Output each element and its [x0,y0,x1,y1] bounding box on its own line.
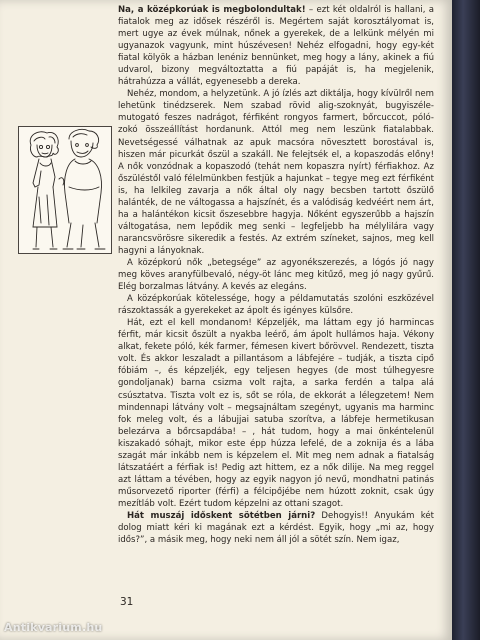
page-number: 31 [120,596,134,608]
paragraph-5-text: Hát, ezt el kell mondanom! Képzeljék, ma láttam egy jó harmincas férfit, már kicsit őszült a nyakba leérő, ám ápolt hullámos haja. Vékony alkat, fekete póló, kék farmer, fémesen kivert bőrövvel. Rendezett, tiszta volt. És akkor leszaladt a pillantásom a lábfejére – tudják, a tiszta cipő fóbiám –, és képzeljék, egy teljesen hegyes (de most túlhegyesre gondoljanak) barna csizma volt rajta, a sarka ferdén a talpa alá csúsztatva. Tiszta volt ez is, sőt se róla, de ekkorát a lélegzetem! Nem mindennapi látvány volt – megsajnáltam szegényt, ugyanis ma harminc fok meleg volt, és a lábujjai satuba szorítva, a lábfeje hermetikusan belezárva a bőrcsapdába! – , hát tudom, hogy a mai önkéntelenül kiszakadó sóhajt, mikor este épp húzza lefelé, de a zoknija és a lába szagát már inkább nem is képzelem el. Mit meg nem adnak a fiatalság látszatáért a férfiak is! Pedig azt hittem, ez a nők dilije. Na meg reggel azt láttam a tévében, hogy az egyik nagyon jó nevű, mondhatni patinás műsorvezető riporter (férfi) a félcipőjébe nem húzott zoknit, csak úgy mezítláb volt. Ezért tudom képzelni az ottani szagot. [118,318,434,509]
paragraph-3-text: A középkorú nők „betegsége” az agyonékszerezés, a lógós jó nagy meg köves aranyfülbevaló, négy-öt lánc meg kitűző, meg jó nagy gyűrű. Elég borzalmas látvány. A kevés az elegáns. [118,257,434,293]
body-text [118,4,434,546]
paragraph-6-text: Dehogyis!! Anyukám két dolog miatt kéri ki magának ezt a kérdést. Egyik, hogy „mi az, hogy idős?”, a másik meg, hogy neki nem áll jól a sötét szín. Nem igaz, [118,510,434,546]
paragraph-4-text: A középkorúak kötelessége, hogy a példamutatás szolóni eszközével rászoktassák a gyerekeket az ápolt és igényes külsőre. [118,294,434,317]
paragraph-1 [118,4,434,88]
paragraph-2-text: Nehéz, mondom, a helyzetünk. A jó ízlés azt diktálja, hogy kívülről nem lehetünk tinédzserek. Nem szabad rövid alig-szoknyát, bugyiszéle-mutogató feszes nadrágot, férfiként rongyos farmert, bőrcuccot, póló-zokó összeállítást hordanunk. Attól meg nem leszünk fiatalabbak. Nevetségessé válhatnak az apuk macsóra növesztett borostával is, hiszen már picurkát őszül a szakáll. Ne felejtsék el, a kopaszodás előny! A nők vonzódnak a kopaszodó (tehát nem kopaszra nyírt) férfiakhoz. Az őszüléstől való félelmünkben festjük a hajunkat – tegye meg ezt férfiként is, ha lelkileg zavarja a nők által oly nagy becsben tartott őszülő halánték, de ne váltogassa a hajszínét, és a valódiság kedvéért nem árt, ha a halántékon kicsit őszesebbre hagyja. Nőként egyszerűbb a hajszín váltogatása, nem lepődik meg senki – legfeljebb ha mélylilára vagy narancsvörösre sikeredik a festés. Az extrém színeket, sajnos, meg kell hagyni a lányoknak. [118,89,434,256]
bold-lead-6: Hát muszáj időskent sötétben járni? [127,510,316,521]
paragraph-3 [118,257,434,293]
paragraph-1-text: – ezt két oldalról is hallani, a fiatalok meg az idősek részéről is. Megértem saját korosztályomat is, mert ugye az évek múlnak, nőnek a gyerekek, de a lelkünk mélyén mi ugyanazok vagyunk, mint húszévesen! Nehéz elfogadni, hogy egy-két fiatal kölyök a házban lenéniz bennünket, meg hogy a lány, akinek a fiú udvarol, bizony megváltoztatta a fiú papáját is, ha megjelenik, hátrahúzza a vállát, egyenesebb a dereka. [118,5,434,88]
illustration-couple-sketch [18,126,112,254]
book-cover-edge [452,0,480,640]
paragraph-6 [118,510,434,546]
watermark: Antikvarium.hu [4,621,103,634]
couple-sketch-icon [19,127,111,253]
paragraph-2 [118,88,434,257]
bold-lead-1: Na, a középkorúak is megbolondultak! [118,5,306,15]
paragraph-4 [118,293,434,317]
paragraph-5 [118,317,434,510]
